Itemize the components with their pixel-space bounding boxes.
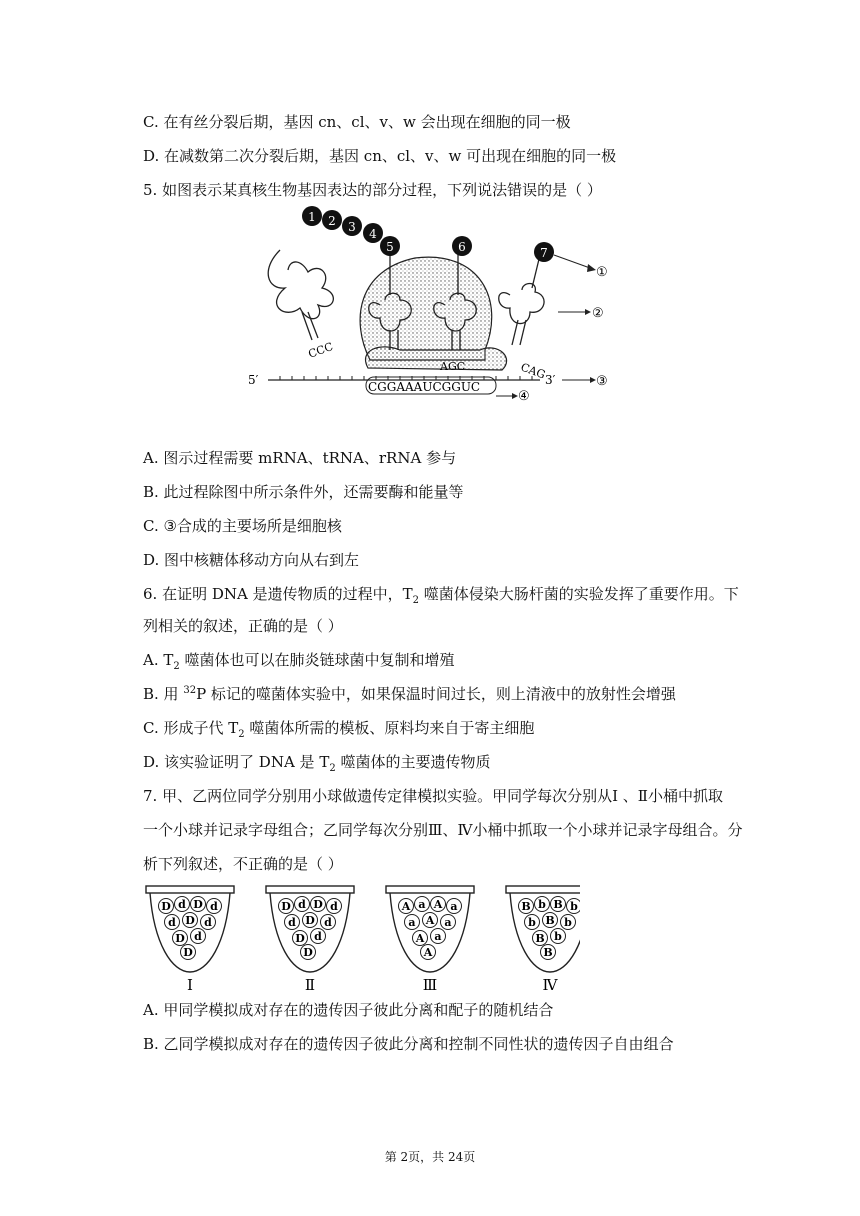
anticodon-right: CAG [518,360,548,382]
q6-stem-line2: 列相关的叙述，正确的是（ ） [143,617,343,635]
ribosome-large-subunit [360,257,492,360]
q5-option-b: B. 此过程除图中所示条件外，还需要酶和能量等 [143,483,464,501]
ball-label: d [330,900,338,913]
mrna-sequence: CGGAAAUCGGUC [368,380,481,394]
ball-label: D [295,932,305,945]
bucket-label: Ⅱ [304,976,316,994]
ball-label: d [194,930,202,943]
ball-label: d [298,898,306,911]
aa-2: 2 [328,214,336,228]
ball-label: D [161,900,171,913]
ball-label: A [401,900,411,913]
q7-stem-line2: 一个小球并记录字母组合；乙同学每次分别Ⅲ、Ⅳ小桶中抓取一个小球并记录字母组合。分 [143,821,743,839]
ball-label: D [175,932,185,945]
ball-label: d [324,916,332,929]
ball-label: D [305,914,315,927]
bucket-rim [506,886,580,893]
ball-label: d [210,900,218,913]
q5-option-d: D. 图中核糖体移动方向从右到左 [143,551,360,569]
ball-label: d [168,916,176,929]
ball-label: A [425,914,435,927]
q4-option-d: D. 在减数第二次分裂后期，基因 cn、cl、v、w 可出现在细胞的同一极 [143,147,617,165]
ball-label: a [434,930,442,943]
label-2: ② [592,306,604,321]
q6-stem-line1: 6. 在证明 DNA 是遗传物质的过程中，$T_2$ 噬菌体侵染大肠杆菌的实验发挥了重要作用。下 [143,585,739,606]
ribosome-small-subunit [366,347,507,370]
bucket-label: Ⅰ [187,976,193,994]
bucket-rim [266,886,354,893]
ball-label: B [553,898,563,911]
ball-label: d [178,898,186,911]
ball-label: b [564,916,572,929]
aa-4: 4 [369,227,377,241]
label-3: ③ [596,374,608,389]
q6-option-b: B. 用 $^{32}$P 标记的噬菌体实验中，如果保温时间过长，则上清液中的放射性会增强 [143,685,676,703]
q5-option-c: C. ③合成的主要场所是细胞核 [143,517,342,535]
ball-label: B [543,946,553,959]
aa-7: 7 [540,246,548,260]
anticodon-middle: AGC [440,360,466,373]
anticodon-left: CCC [306,339,335,361]
ball-label: B [545,914,555,927]
ball-label: b [554,930,562,943]
ball-label: D [193,898,203,911]
ball-label: a [444,916,452,929]
label-4: ④ [518,389,530,404]
aa-6: 6 [458,240,466,254]
aa-5: 5 [386,240,394,254]
ball-label: a [408,916,416,929]
amino-acid-chain [302,206,554,262]
mrna-3-end: 3′ [545,373,556,387]
ball-label: a [418,898,426,911]
q7-option-a: A. 甲同学模拟成对存在的遗传因子彼此分离和配子的随机结合 [143,1001,554,1019]
ball-label: D [281,900,291,913]
trna-left [268,250,333,340]
ball-label: b [570,900,578,913]
bucket-rim [386,886,474,893]
q6-option-d: D. 该实验证明了 DNA 是 $T_2$ 噬菌体的主要遗传物质 [143,753,491,774]
q5-option-a: A. 图示过程需要 mRNA、tRNA、rRNA 参与 [143,449,457,467]
bucket-label: Ⅳ [542,976,558,994]
translation-figure [240,200,620,410]
q6-option-c: C. 形成子代 $T_2$ 噬菌体所需的模板、原料均来自于寄主细胞 [143,719,535,740]
aa-3: 3 [348,220,356,234]
q7-option-b: B. 乙同学模拟成对存在的遗传因子彼此分离和控制不同性状的遗传因子自由组合 [143,1035,674,1053]
ball-label: d [288,916,296,929]
ball-label: A [423,946,433,959]
q6-option-a: A. $T_2$ 噬菌体也可以在肺炎链球菌中复制和增殖 [143,651,455,672]
ball-label: b [528,916,536,929]
bucket-label: Ⅲ [422,976,438,994]
ball-label: B [535,932,545,945]
trna-right [499,255,544,345]
q4-option-c: C. 在有丝分裂后期，基因 cn、cl、v、w 会出现在细胞的同一极 [143,113,571,131]
bucket-4 [506,886,580,994]
ball-label: D [185,914,195,927]
bucket-2 [266,886,354,994]
ball-label: A [433,898,443,911]
ball-label: d [314,930,322,943]
ball-label: D [313,898,323,911]
bucket-1 [146,886,234,994]
bucket-3 [386,886,474,994]
ball-label: A [415,932,425,945]
aa-1: 1 [308,210,316,224]
q7-stem-line1: 7. 甲、乙两位同学分别用小球做遗传定律模拟实验。甲同学每次分别从Ⅰ 、Ⅱ小桶中抓取 [143,787,723,805]
ball-label: B [521,900,531,913]
ball-label: d [204,916,212,929]
buckets-figure [140,884,580,994]
ball-label: D [303,946,313,959]
ball-label: D [183,946,193,959]
q7-stem-line3: 析下列叙述，不正确的是（ ） [143,855,343,873]
ball-label: a [450,900,458,913]
label-1: ① [596,265,608,280]
bucket-rim [146,886,234,893]
mrna-5-end: 5′ [248,373,259,387]
q5-stem: 5. 如图表示某真核生物基因表达的部分过程，下列说法错误的是（ ） [143,181,602,199]
page-footer: 第 2页，共 24页 [384,1150,476,1164]
ball-label: b [538,898,546,911]
